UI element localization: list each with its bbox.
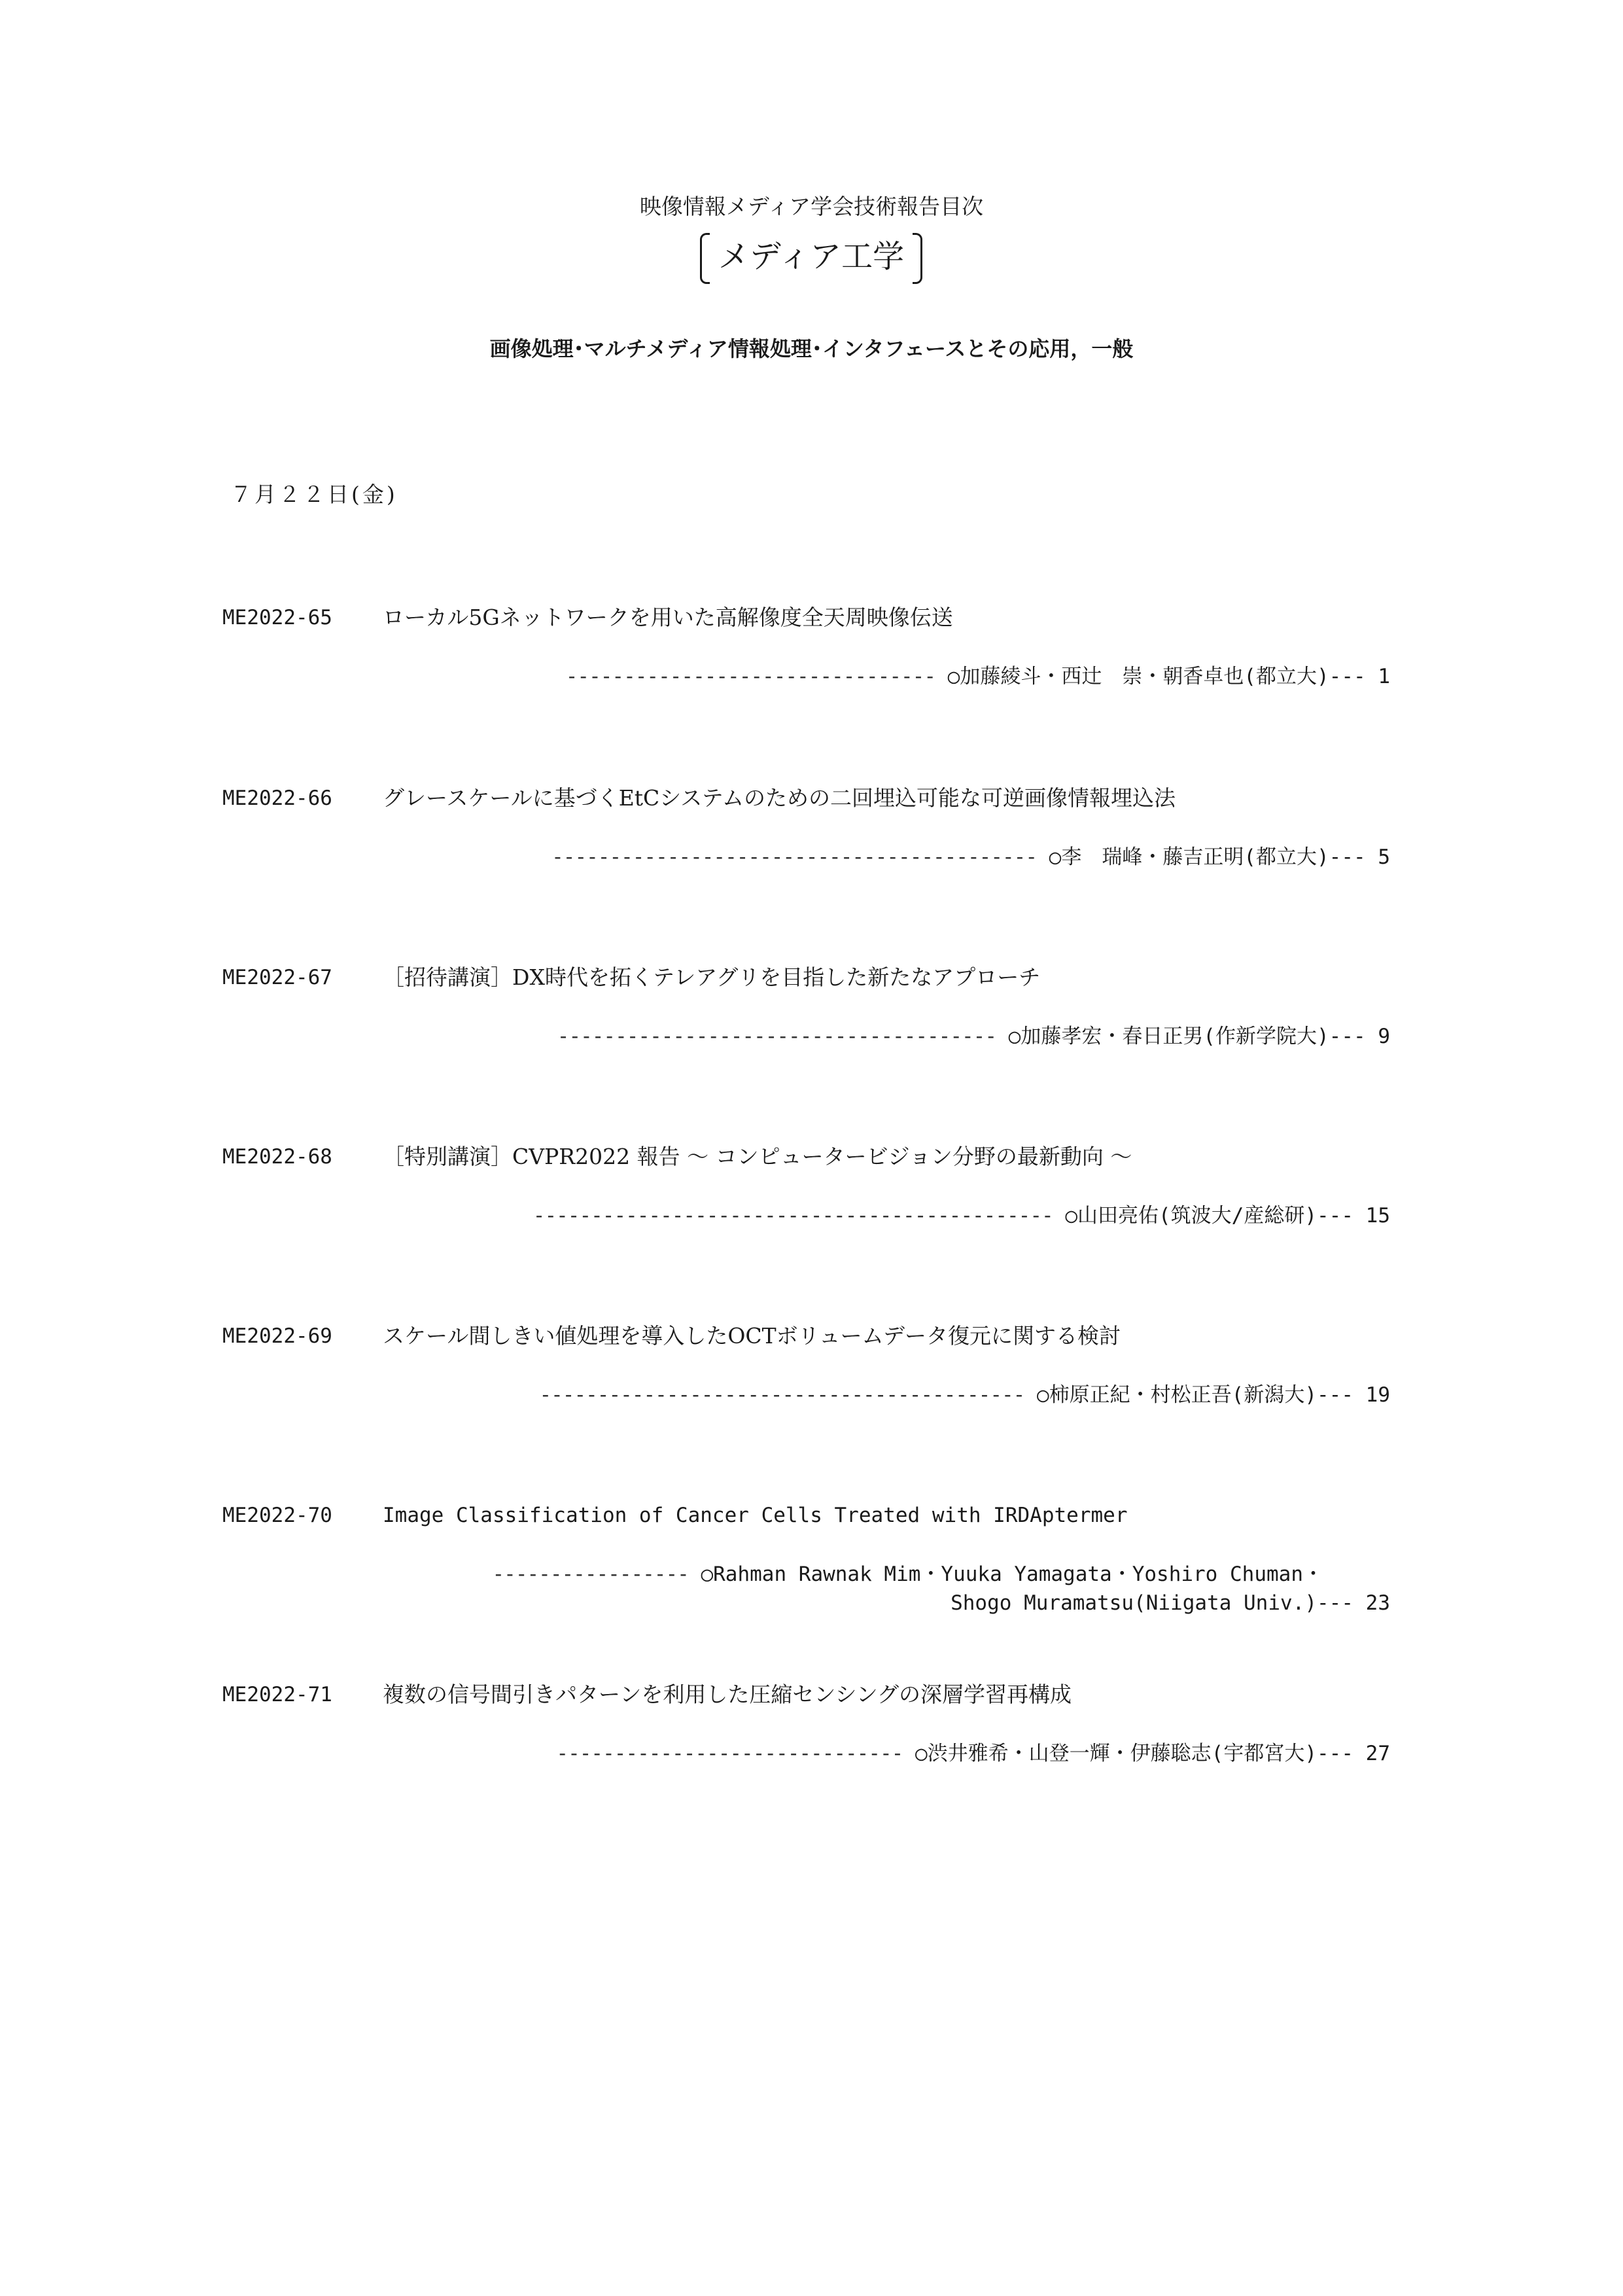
page-number: 27: [1365, 1742, 1390, 1765]
paper-title: Image Classification of Cancer Cells Treated with IRDAptermer: [383, 1504, 1128, 1527]
paper-id: ME2022-66: [222, 786, 332, 810]
author-line-continued: [445, 1590, 1390, 1616]
author-line: [445, 1382, 1390, 1408]
session-date: ７月２２日(金): [230, 482, 398, 507]
page-number: 1: [1378, 665, 1390, 688]
paper-id: ME2022-67: [222, 966, 332, 989]
paper-id: ME2022-65: [222, 606, 332, 629]
paper-id: ME2022-70: [222, 1504, 332, 1527]
page-number: 9: [1378, 1025, 1390, 1048]
page-number: 5: [1378, 845, 1390, 869]
authors: Shogo Muramatsu(Niigata Univ.)---: [951, 1591, 1353, 1615]
authors: ○渋井雅希・山登一輝・伊藤聡志(宇都宮大)---: [915, 1742, 1353, 1765]
page-number: 23: [1365, 1591, 1390, 1615]
category-box: [693, 232, 929, 284]
authors: ○加藤孝宏・春日正男(作新学院大)---: [1008, 1025, 1366, 1048]
paper-id: ME2022-69: [222, 1324, 332, 1348]
page-number: 19: [1365, 1383, 1390, 1407]
leader-dashes: --------------------------------------: [557, 1025, 996, 1048]
page-number: 15: [1365, 1204, 1390, 1227]
author-line: [445, 1203, 1390, 1229]
leader-dashes: ---------------------------------------------: [532, 1204, 1053, 1227]
paper-title: ［特別講演］CVPR2022 報告 ～ コンピュータービジョン分野の最新動向 ～: [383, 1144, 1132, 1169]
authors: ○山田亮佑(筑波大/産総研)---: [1065, 1204, 1353, 1227]
leader-dashes: ------------------------------------------: [551, 845, 1037, 869]
authors: ○柿原正紀・村松正吾(新潟大)---: [1037, 1383, 1353, 1407]
society-toc-heading: 映像情報メディア学会技術報告目次: [639, 194, 984, 219]
author-line: [445, 1023, 1390, 1050]
leader-dashes: -----------------: [492, 1563, 689, 1586]
author-line: [445, 663, 1390, 690]
author-line: [445, 844, 1390, 870]
author-line: [445, 1740, 1390, 1767]
paper-title: ［招待講演］DX時代を拓くテレアグリを目指した新たなアプローチ: [383, 964, 1041, 990]
authors: ○李 瑞峰・藤吉正明(都立大)---: [1049, 845, 1366, 869]
paper-title: 複数の信号間引きパターンを利用した圧縮センシングの深層学習再構成: [383, 1682, 1072, 1707]
paper-id: ME2022-68: [222, 1145, 332, 1169]
leader-dashes: ------------------------------------------: [539, 1383, 1025, 1407]
paper-title: ローカル5Gネットワークを用いた高解像度全天周映像伝送: [383, 605, 953, 630]
authors: ○加藤綾斗・西辻 崇・朝香卓也(都立大)---: [947, 665, 1366, 688]
paper-title: グレースケールに基づくEtCシステムのための二回埋込可能な可逆画像情報埋込法: [383, 785, 1176, 811]
right-bracket: [913, 233, 922, 284]
leader-dashes: ------------------------------: [556, 1742, 903, 1765]
paper-id: ME2022-71: [222, 1683, 332, 1706]
session-subtitle: 画像処理･マルチメディア情報処理･インタフェースとその応用，一般: [489, 336, 1134, 361]
category-title: メディア工学: [718, 238, 905, 275]
authors: ○Rahman Rawnak Mim・Yuuka Yamagata・Yoshiro Chuman・: [701, 1563, 1323, 1586]
author-line: [445, 1561, 1323, 1587]
paper-title: スケール間しきい値処理を導入したOCTボリュームデータ復元に関する検討: [383, 1323, 1121, 1349]
leader-dashes: --------------------------------: [565, 665, 935, 688]
